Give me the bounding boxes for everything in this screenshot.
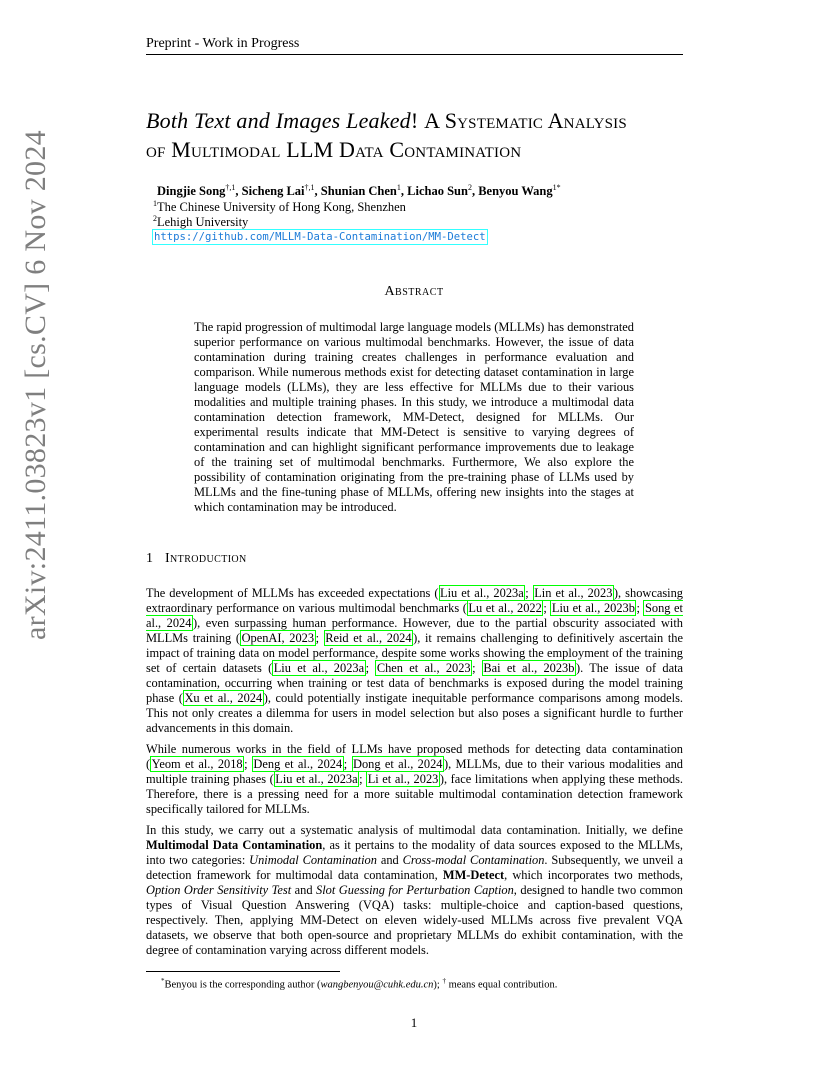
citation-link[interactable]: Deng et al., 2024 xyxy=(253,757,343,771)
paragraph-text: ; xyxy=(525,586,533,600)
paragraph-text: ; xyxy=(472,661,482,675)
paragraph-text: ; xyxy=(365,661,376,675)
paragraph-text: ), showcasing extraordinary performance on various multimodal benchmarks ( xyxy=(146,586,683,615)
affiliation: $^1$The Chinese University of Hong Kong, Shenzhen xyxy=(153,199,406,215)
title-line-1: A Systematic Analysis xyxy=(424,108,627,133)
citation-link[interactable]: Liu et al., 2023a xyxy=(273,661,365,675)
citation-link[interactable]: Reid et al., 2024 xyxy=(325,631,412,645)
citation-link[interactable]: Li et al., 2023 xyxy=(367,772,439,786)
citation-link[interactable]: Lin et al., 2023 xyxy=(534,586,613,600)
paragraph-text: and xyxy=(291,883,317,897)
paragraph-text: , which incorporates two methods, xyxy=(504,868,683,882)
paragraph-text: ), even surpassing human performance. However, due to the partial obscurity associated with MLLMs training ( xyxy=(146,616,683,645)
paragraph-text: ; xyxy=(543,601,551,615)
citation-link[interactable]: Song et al., 2024 xyxy=(146,601,683,630)
author: Benyou Wang$^{1*}$ xyxy=(478,183,561,199)
intro-paragraph-3 xyxy=(146,823,683,958)
author: Sicheng Lai$^{\dagger,1}$, xyxy=(241,183,321,199)
bold-term: Multimodal Data Contamination xyxy=(146,838,323,852)
italic-term: Unimodal Contamination xyxy=(249,853,377,867)
paragraph-text: ; xyxy=(315,631,324,645)
citation-link[interactable]: Bai et al., 2023b xyxy=(483,661,575,675)
citation-link[interactable]: Dong et al., 2024 xyxy=(353,757,443,771)
header-rule xyxy=(146,54,683,55)
intro-paragraph-1 xyxy=(146,586,683,736)
footnote: *Benyou is the corresponding author (wangbenyou@cuhk.edu.cn); † means equal contribution. xyxy=(161,977,558,991)
section-number: 1 xyxy=(146,551,153,566)
italic-term: Cross-modal Contamination xyxy=(402,853,545,867)
paragraph-text: . Subsequently, we unveil a detection framework for multimodal data contamination, xyxy=(146,853,683,882)
bold-term: MM-Detect xyxy=(442,868,505,882)
citation-link[interactable]: Liu et al., 2023a xyxy=(275,772,358,786)
paragraph-text: , designed to handle two common types of Visual Question Answering (VQA) tasks: multiple-choice and caption-based questions, respectively. Then, applying MM-Detect on eleven widely-used MLLMs across five prevalent VQA datasets, we observe that both open-source and proprietary MLLMs do exhibit contamination, with the degree of contamination varying across different models. xyxy=(146,883,683,957)
paragraph-text: While numerous works in the field of LLMs have proposed methods for detecting data contamination ( xyxy=(146,742,683,771)
paragraph-text: ; xyxy=(636,601,644,615)
paragraph-text: , as it pertains to the modality of data sources exposed to the MLLMs, into two categories: xyxy=(146,838,683,867)
author-list xyxy=(157,183,561,199)
paragraph-text: ; xyxy=(343,757,352,771)
abstract-heading: Abstract xyxy=(384,284,444,299)
page-number: 1 xyxy=(410,1015,418,1030)
author: Dingjie Song$^{\dagger,1}$, xyxy=(157,183,242,199)
citation-link[interactable]: Liu et al., 2023a xyxy=(440,586,524,600)
italic-term: Slot Guessing for Perturbation Caption xyxy=(316,883,514,897)
paper-title xyxy=(146,106,706,164)
paragraph-text: The development of MLLMs has exceeded expectations ( xyxy=(146,586,439,600)
affiliation: $^2$Lehigh University xyxy=(153,214,249,230)
citation-link[interactable]: OpenAI, 2023 xyxy=(241,631,315,645)
citation-link[interactable]: Chen et al., 2023 xyxy=(376,661,471,675)
citation-link[interactable]: Lu et al., 2022 xyxy=(468,601,542,615)
abstract-body: The rapid progression of multimodal large language models (MLLMs) has demonstrated superior performance on various multimodal benchmarks. However, the issue of data contamination during training creates challenges in performance evaluation and comparison. While numerous methods exist for detecting dataset contamination in large language models (LLMs), they are less effective for MLLMs due to their various modalities and multiple training phases. In this study, we introduce a multimodal data contamination detection framework, MM-Detect, designed for MLLMs. Our experimental results indicate that MM-Detect is sensitive to varying degrees of contamination and can highlight significant performance improvements due to leakage of the training set of multimodal benchmarks. Furthermore, We also explore the possibility of contamination originating from the pre-training phase of LLMs used by MLLMs and the fine-tuning phase of MLLMs, offering new insights into the stages at which contamination may be introduced. xyxy=(194,320,634,514)
paragraph-text: In this study, we carry out a systematic analysis of multimodal data contamination. Initially, we define xyxy=(146,823,683,837)
repository-link[interactable]: https://github.com/MLLM-Data-Contamination/MM-Detect xyxy=(154,231,486,243)
italic-term: Option Order Sensitivity Test xyxy=(146,883,292,897)
paragraph-text: ), it remains challenging to definitively ascertain the impact of training data on model performance, despite some works showing the employment of the training set of certain datasets ( xyxy=(146,631,683,675)
author: Shunian Chen$^1$, xyxy=(320,183,408,199)
paragraph-text: ), could potentially instigate inequitable performance comparisons among models. This not only creates a dilemma for users in model selection but also poses a significant hurdle to further advancements in this domain. xyxy=(146,691,684,735)
citation-link[interactable]: Xu et al., 2024 xyxy=(184,691,263,705)
arxiv-identifier-stamp: arXiv:2411.03823v1 [cs.CV] 6 Nov 2024 xyxy=(19,130,52,640)
paragraph-text: ; xyxy=(244,757,252,771)
citation-link[interactable]: Yeom et al., 2018 xyxy=(151,757,243,771)
section-title: Introduction xyxy=(165,551,247,566)
title-bang: ! xyxy=(410,108,419,133)
paragraph-text: ), face limitations when applying these methods. Therefore, there is a pressing need for a more suitable multimodal contamination detection framework specifically tailored for MLLMs. xyxy=(146,772,683,816)
paragraph-text: ), MLLMs, due to their various modalities and multiple training phases ( xyxy=(146,757,683,786)
paragraph-text: and xyxy=(376,853,403,867)
paragraph-text: ; xyxy=(359,772,367,786)
running-head: Preprint - Work in Progress xyxy=(146,36,300,51)
section-heading xyxy=(146,551,247,567)
title-line-2: of Multimodal LLM Data Contamination xyxy=(146,137,522,162)
footnote-rule xyxy=(146,971,340,972)
paragraph-text: ). The issue of data contamination, occurring when training or test data of benchmarks is exposed during the model training phase ( xyxy=(146,661,684,705)
title-italic-part: Both Text and Images Leaked xyxy=(146,108,411,133)
intro-paragraph-2 xyxy=(146,742,683,817)
citation-link[interactable]: Liu et al., 2023b xyxy=(551,601,635,615)
email-link[interactable]: wangbenyou@cuhk.edu.cn xyxy=(320,979,434,991)
author: Lichao Sun$^2$, xyxy=(407,183,479,199)
